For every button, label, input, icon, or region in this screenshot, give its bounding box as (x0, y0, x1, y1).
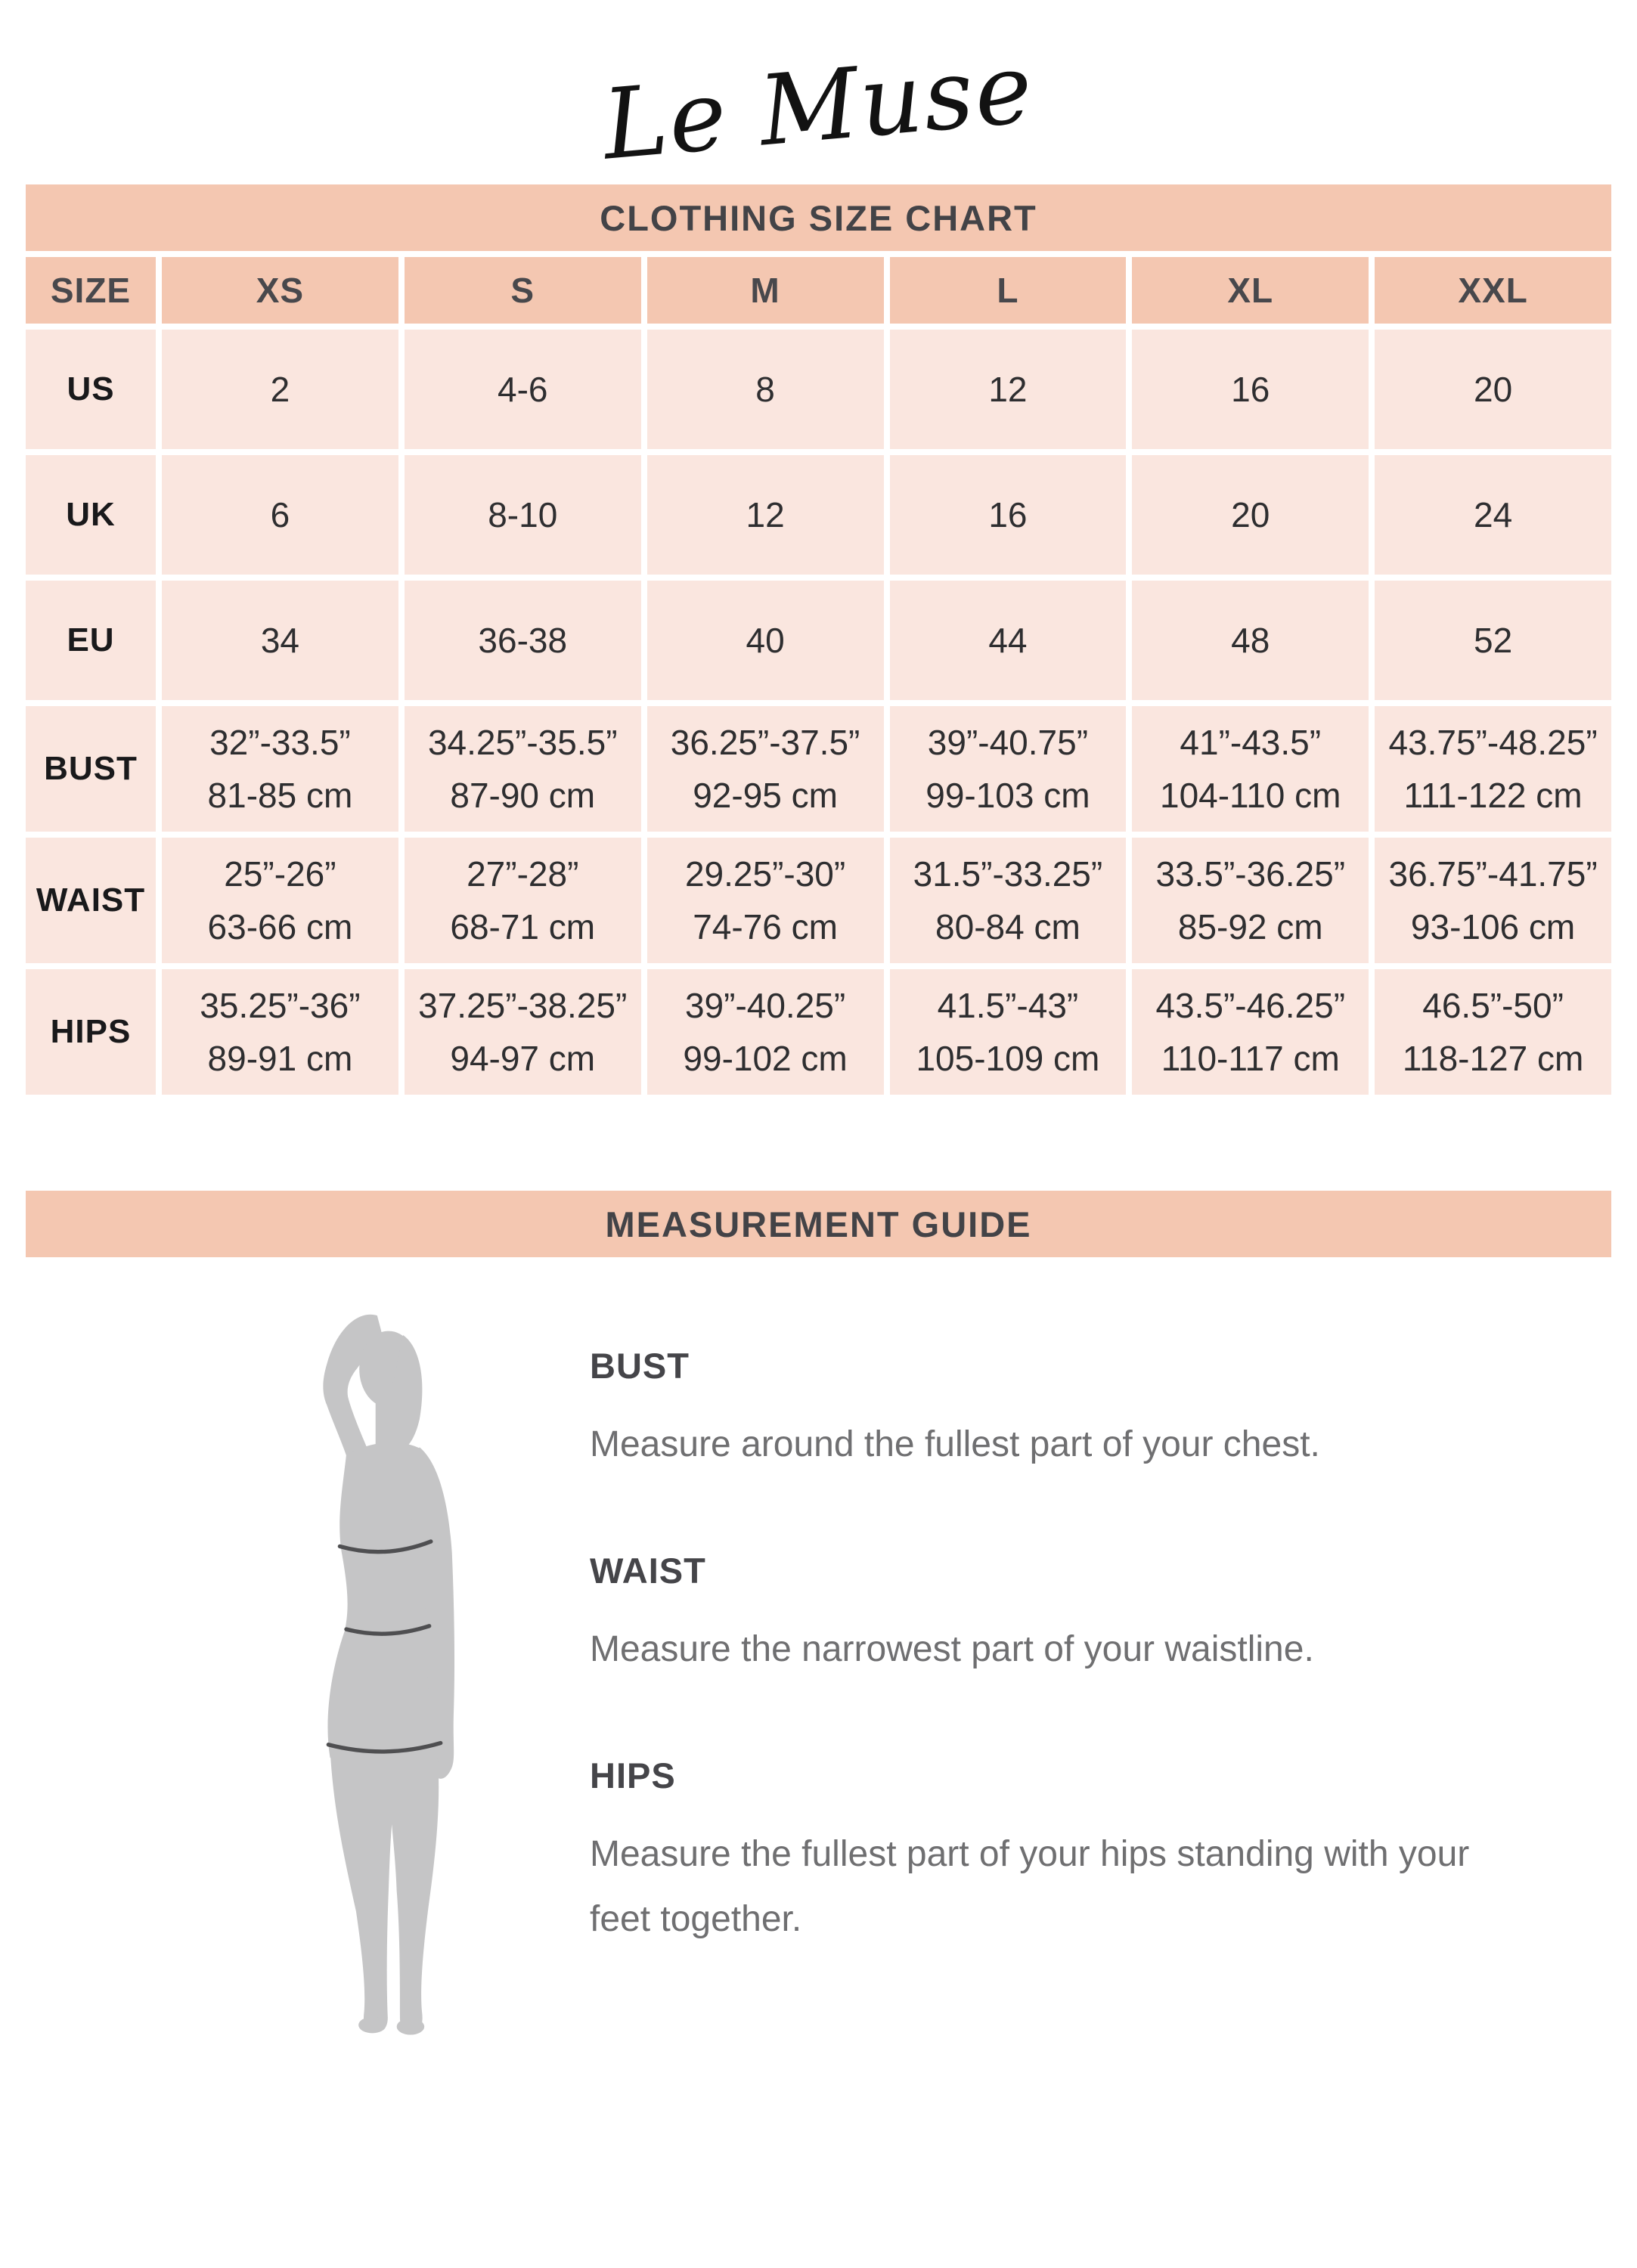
table-row-hips (26, 969, 1611, 1095)
cell-value: 36-38 (478, 621, 568, 660)
female-silhouette-figure (281, 1306, 476, 2041)
table-header-row (26, 257, 1611, 324)
guide-description-line: feet together. (590, 1899, 802, 1939)
row-label-cell (26, 330, 156, 449)
guide-description-line: Measure the narrowest part of your waistline. (590, 1629, 1314, 1669)
table-cell (890, 581, 1127, 700)
table-cell (1375, 838, 1611, 963)
size-chart-title: CLOTHING SIZE CHART (600, 197, 1037, 238)
table-cell (162, 581, 398, 700)
cell-value: 37.25”-38.25” (418, 986, 628, 1025)
guide-item-waist (590, 1550, 1469, 1682)
cell-value-cm: 110-117 cm (1161, 1039, 1340, 1078)
cell-value-cm: 99-102 cm (683, 1039, 848, 1078)
cell-value: 34.25”-35.5” (427, 723, 618, 762)
column-label: L (997, 271, 1019, 310)
table-cell (1375, 581, 1611, 700)
cell-value: 33.5”-36.25” (1155, 854, 1346, 894)
table-cell (405, 455, 641, 575)
table-cell (1132, 330, 1369, 449)
brand-logo: Le Muse (598, 32, 1039, 182)
table-row-uk (26, 455, 1611, 575)
row-label-cell (26, 455, 156, 575)
measurement-guide-title: MEASUREMENT GUIDE (605, 1204, 1032, 1244)
table-cell (162, 706, 398, 832)
cell-value: 43.75”-48.25” (1388, 723, 1598, 762)
cell-value: 40 (746, 621, 785, 660)
cell-value: 46.5”-50” (1422, 986, 1564, 1025)
column-label: S (510, 271, 535, 310)
cell-value-cm: 94-97 cm (450, 1039, 596, 1078)
table-row-waist (26, 838, 1611, 963)
table-cell (405, 330, 641, 449)
table-cell (890, 455, 1127, 575)
table-cell (1375, 969, 1611, 1095)
silhouette-body (323, 1315, 454, 2035)
row-label: US (67, 370, 115, 407)
row-label-cell (26, 969, 156, 1095)
cell-value-cm: 63-66 cm (207, 907, 353, 947)
table-row-bust (26, 706, 1611, 832)
column-label: SIZE (50, 271, 132, 310)
row-label: WAIST (36, 881, 146, 919)
cell-value-cm: 89-91 cm (207, 1039, 353, 1078)
table-cell (1132, 969, 1369, 1095)
table-cell (405, 838, 641, 963)
cell-value-cm: 92-95 cm (693, 776, 838, 815)
cell-value-cm: 74-76 cm (693, 907, 838, 947)
column-label: XS (256, 271, 305, 310)
column-label: M (750, 271, 780, 310)
header-cell-l (890, 257, 1127, 324)
table-cell (647, 969, 884, 1095)
cell-value: 36.25”-37.5” (670, 723, 860, 762)
header-cell-s (405, 257, 641, 324)
cell-value: 39”-40.25” (684, 986, 846, 1025)
row-label: UK (66, 496, 116, 533)
table-cell (647, 330, 884, 449)
guide-item-bust (590, 1345, 1469, 1477)
table-cell (890, 706, 1127, 832)
measurement-guide-section (0, 1257, 1637, 2041)
cell-value: 12 (988, 370, 1028, 409)
row-label-cell (26, 706, 156, 832)
cell-value: 8-10 (488, 495, 558, 534)
table-row-eu (26, 581, 1611, 700)
guide-item-hips (590, 1755, 1469, 1952)
table-cell (647, 838, 884, 963)
cell-value-cm: 104-110 cm (1159, 776, 1341, 815)
cell-value: 44 (988, 621, 1028, 660)
table-cell (405, 706, 641, 832)
row-label-cell (26, 581, 156, 700)
guide-description-line: Measure the fullest part of your hips standing with your (590, 1834, 1470, 1874)
cell-value: 6 (270, 495, 290, 534)
table-cell (1132, 838, 1369, 963)
table-cell (405, 969, 641, 1095)
row-label-cell (26, 838, 156, 963)
measurement-guide-text (590, 1306, 1469, 1952)
table-cell (647, 581, 884, 700)
cell-value-cm: 80-84 cm (935, 907, 1080, 947)
cell-value: 34 (260, 621, 299, 660)
size-chart-section (26, 184, 1611, 1095)
header-cell-xs (162, 257, 398, 324)
table-row-us (26, 330, 1611, 449)
header-cell-size (26, 257, 156, 324)
guide-heading: BUST (590, 1346, 690, 1386)
header-cell-m (647, 257, 884, 324)
female-silhouette-svg (281, 1306, 476, 2037)
size-chart-title-band (26, 184, 1611, 251)
table-cell (162, 838, 398, 963)
table-cell (647, 455, 884, 575)
cell-value: 25”-26” (224, 854, 336, 894)
cell-value: 35.25”-36” (200, 986, 361, 1025)
cell-value: 29.25”-30” (684, 854, 846, 894)
table-cell (890, 838, 1127, 963)
measurement-guide-title-band (26, 1191, 1611, 1257)
guide-heading: HIPS (590, 1755, 676, 1796)
cell-value: 27”-28” (467, 854, 579, 894)
cell-value-cm: 87-90 cm (450, 776, 596, 815)
cell-value: 36.75”-41.75” (1388, 854, 1598, 894)
cell-value: 2 (270, 370, 290, 409)
cell-value: 32”-33.5” (209, 723, 351, 762)
row-label: HIPS (50, 1013, 132, 1050)
cell-value: 12 (746, 495, 785, 534)
table-cell (890, 969, 1127, 1095)
table-cell (647, 706, 884, 832)
cell-value: 4-6 (498, 370, 548, 409)
cell-value: 31.5”-33.25” (913, 854, 1103, 894)
cell-value-cm: 99-103 cm (925, 776, 1090, 815)
cell-value: 8 (755, 370, 775, 409)
cell-value-cm: 105-109 cm (916, 1039, 1100, 1078)
table-cell (1375, 330, 1611, 449)
row-label: EU (67, 621, 115, 658)
header-cell-xxl (1375, 257, 1611, 324)
cell-value: 41.5”-43” (937, 986, 1079, 1025)
table-cell (405, 581, 641, 700)
cell-value-cm: 118-127 cm (1402, 1039, 1584, 1078)
table-cell (1375, 455, 1611, 575)
cell-value-cm: 93-106 cm (1410, 907, 1576, 947)
cell-value: 24 (1473, 495, 1513, 534)
table-cell (1132, 455, 1369, 575)
table-cell (1375, 706, 1611, 832)
size-chart-table (26, 257, 1611, 1095)
cell-value-cm: 85-92 cm (1177, 907, 1323, 947)
cell-value: 43.5”-46.25” (1155, 986, 1346, 1025)
cell-value-cm: 111-122 cm (1403, 776, 1583, 815)
table-cell (1132, 581, 1369, 700)
cell-value: 16 (988, 495, 1028, 534)
brand-header (0, 0, 1637, 180)
table-cell (1132, 706, 1369, 832)
cell-value: 48 (1231, 621, 1270, 660)
guide-heading: WAIST (590, 1551, 706, 1591)
table-cell (162, 330, 398, 449)
column-label: XXL (1458, 271, 1528, 310)
column-label: XL (1227, 271, 1274, 310)
guide-description-line: Measure around the fullest part of your chest. (590, 1424, 1320, 1464)
cell-value: 16 (1231, 370, 1270, 409)
row-label: BUST (44, 750, 138, 787)
cell-value: 41”-43.5” (1180, 723, 1322, 762)
header-cell-xl (1132, 257, 1369, 324)
table-cell (162, 969, 398, 1095)
cell-value: 39”-40.75” (927, 723, 1089, 762)
cell-value-cm: 68-71 cm (450, 907, 596, 947)
table-cell (890, 330, 1127, 449)
cell-value: 20 (1473, 370, 1513, 409)
cell-value: 20 (1231, 495, 1270, 534)
cell-value-cm: 81-85 cm (207, 776, 353, 815)
cell-value: 52 (1473, 621, 1513, 660)
table-cell (162, 455, 398, 575)
